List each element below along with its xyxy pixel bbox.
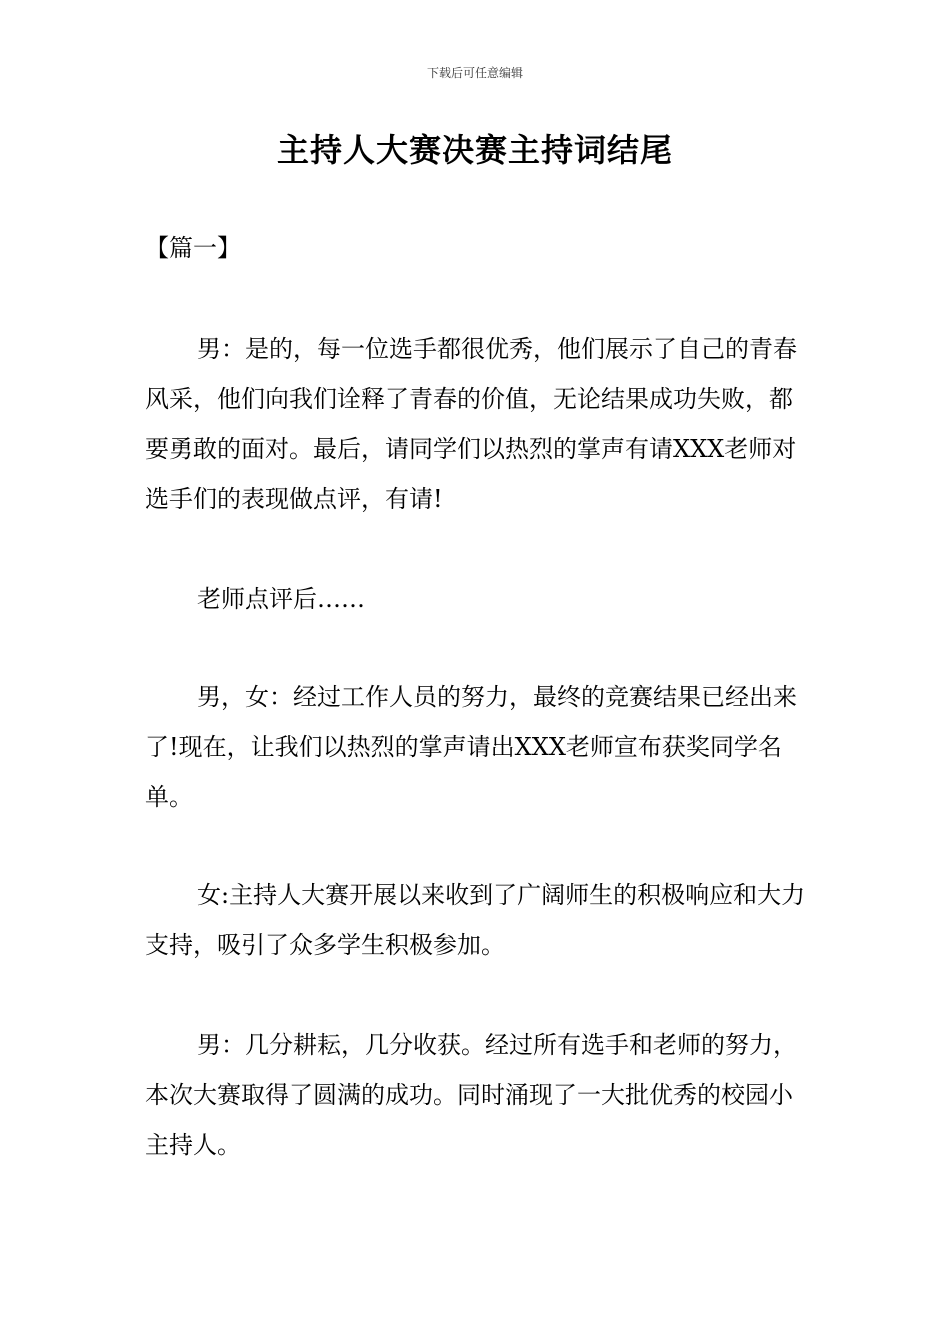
- section-label: 【篇一】: [145, 234, 241, 262]
- document-title: 主持人大赛决赛主持词结尾: [276, 131, 673, 169]
- paragraph: 老师点评后……: [197, 585, 365, 613]
- paragraph: 女:主持人大赛开展以来收到了广阔师生的积极响应和大力支持，吸引了众多学生积极参加。: [145, 881, 806, 959]
- paragraph: 男：几分耕耘，几分收获。经过所有选手和老师的努力，本次大赛取得了圆满的成功。同时涌现了一大批优秀的校园小主持人。: [145, 1031, 797, 1159]
- paragraph: 男：是的，每一位选手都很优秀，他们展示了自己的青春风采，他们向我们诠释了青春的价值，无论结果成功失败，都要勇敢的面对。最后，请同学们以热烈的掌声有请XXX老师对选手们的表现做点评，有请!: [145, 335, 797, 513]
- header-note: 下载后可任意编辑: [426, 66, 523, 80]
- paragraph: 男，女：经过工作人员的努力，最终的竞赛结果已经出来了!现在，让我们以热烈的掌声请出XXX老师宣布获奖同学名单。: [145, 683, 797, 811]
